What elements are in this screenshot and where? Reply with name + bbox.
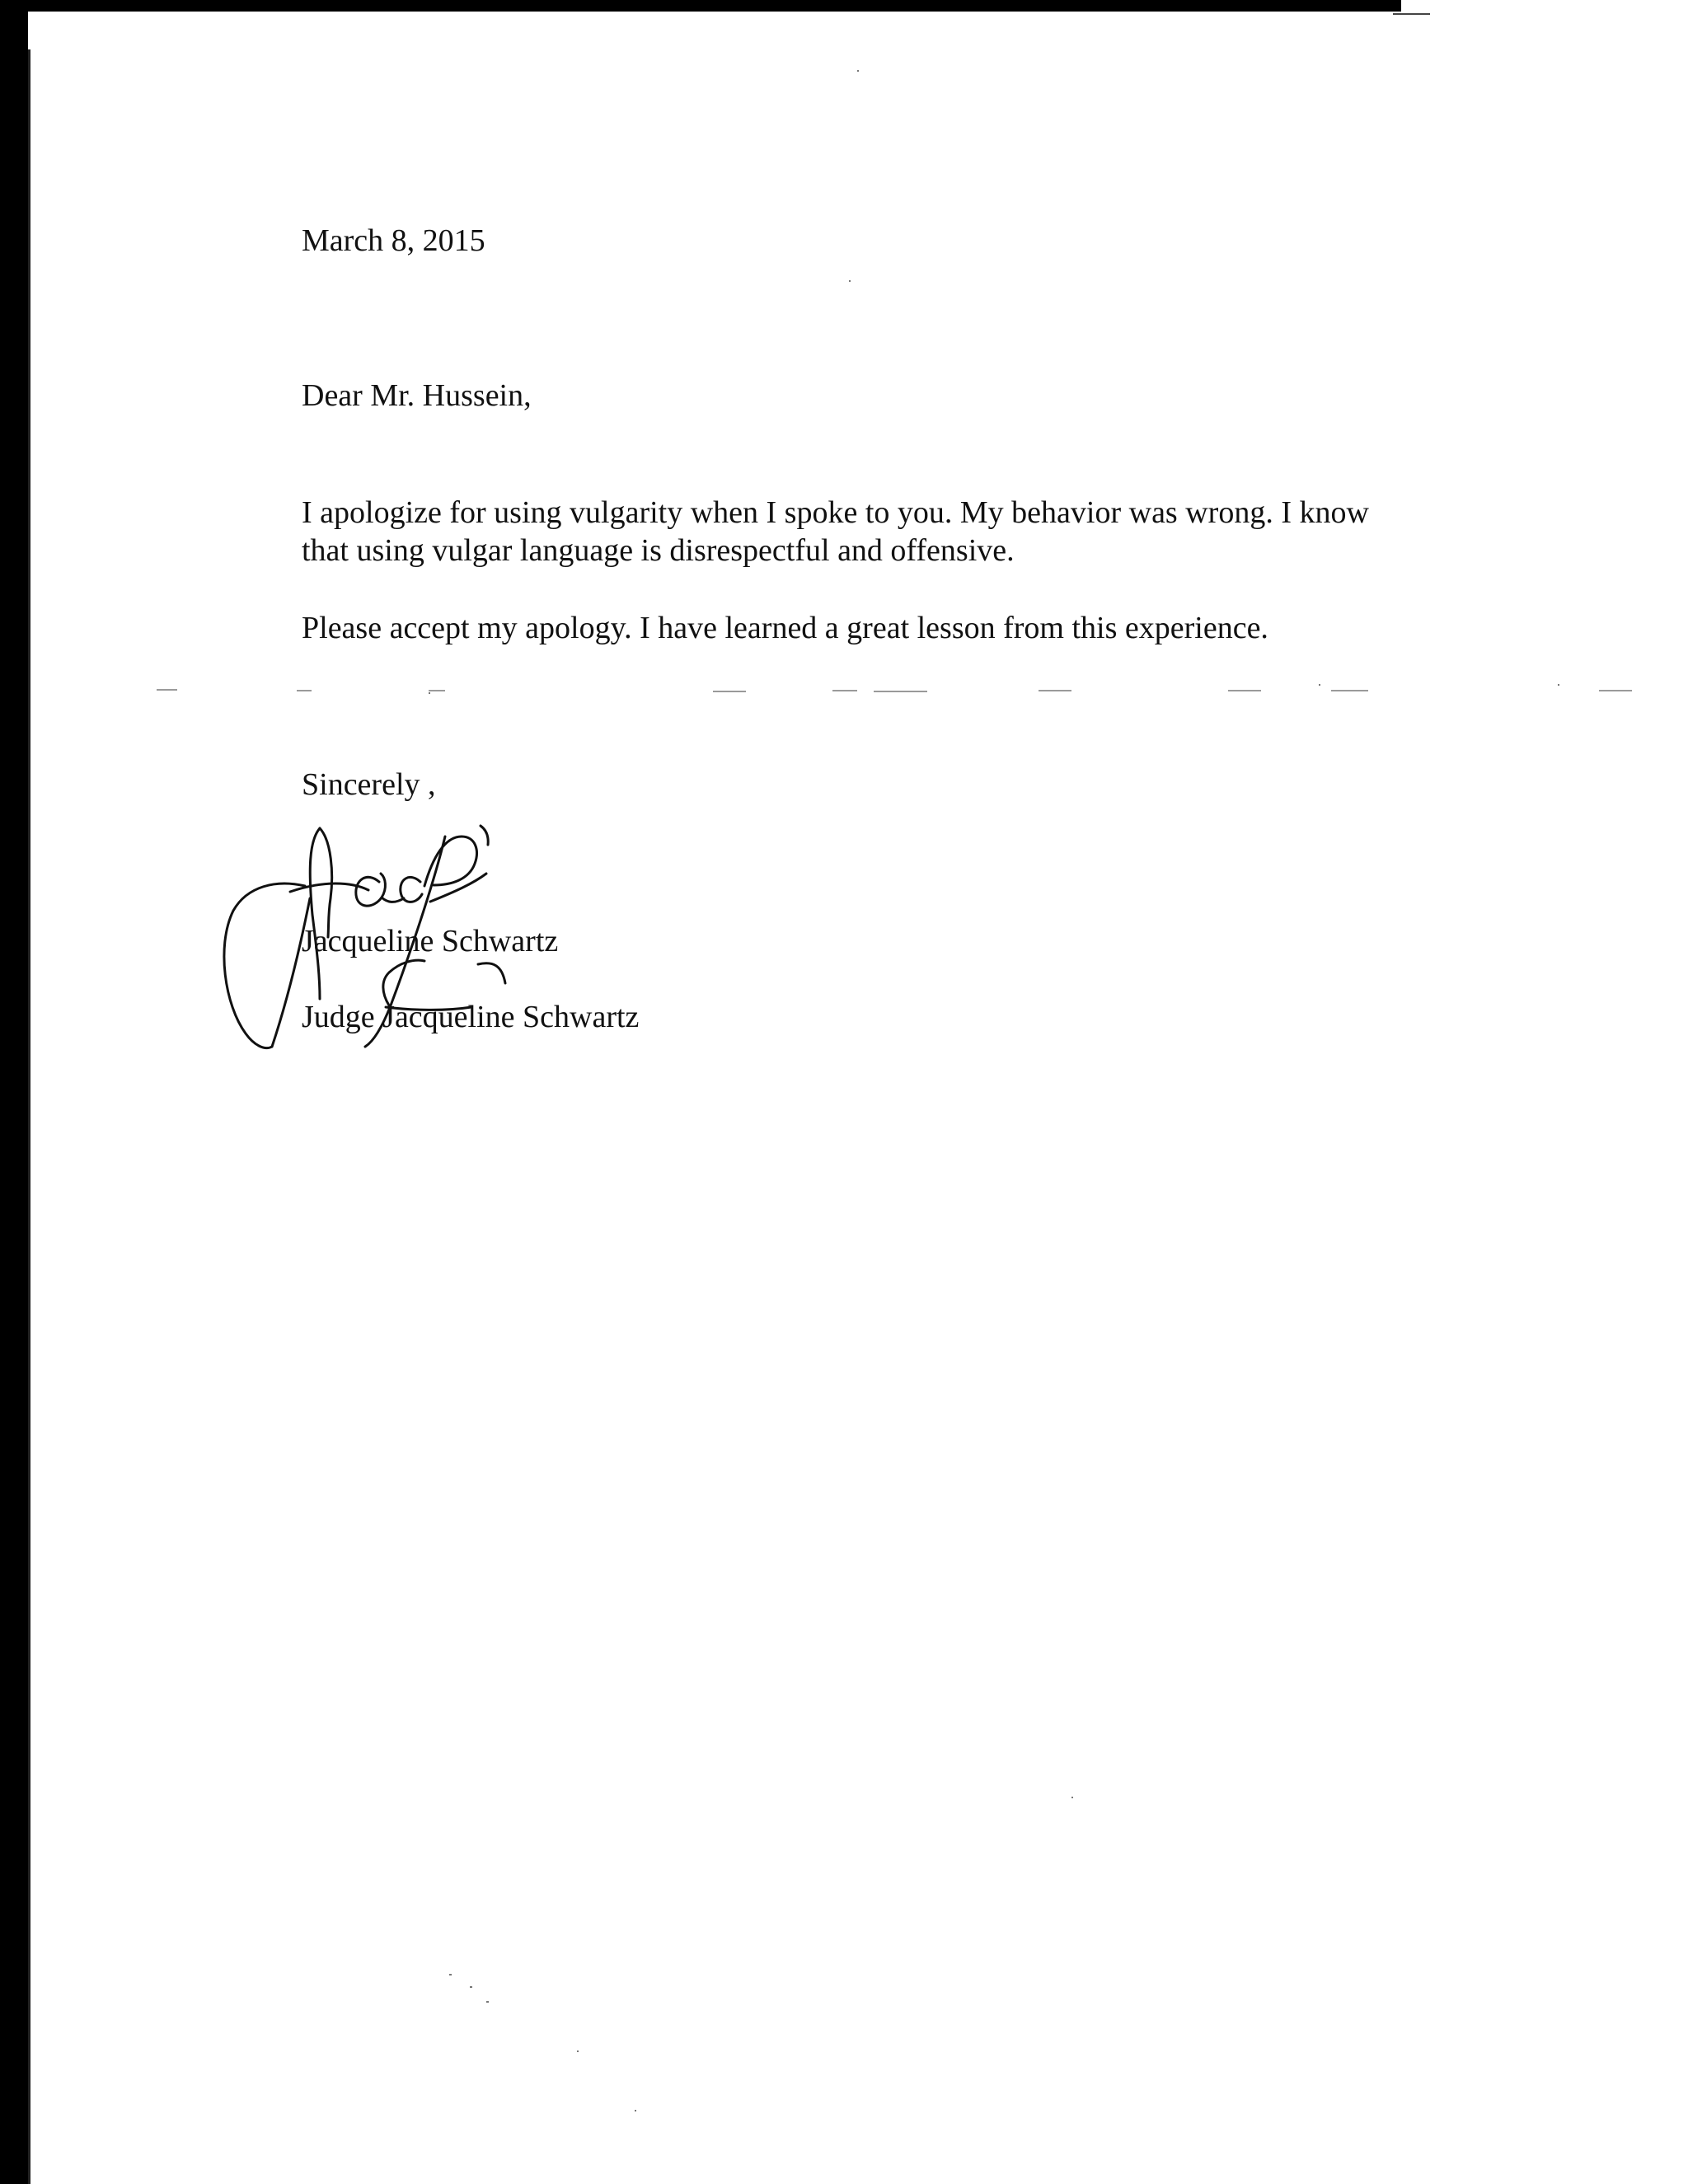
body-paragraph-2: Please accept my apology. I have learned a great lesson from this experience. <box>302 611 1268 645</box>
body-paragraph-1-line-1: I apologize for using vulgarity when I spoke to you. My behavior was wrong. I know <box>302 495 1369 530</box>
letter-date: March 8, 2015 <box>302 223 485 258</box>
body-paragraph-1-line-2: that using vulgar language is disrespectful and offensive. <box>302 533 1015 568</box>
closing: Sincerely , <box>302 767 436 802</box>
title-name: Judge Jacqueline Schwartz <box>302 1000 640 1034</box>
salutation: Dear Mr. Hussein, <box>302 378 532 413</box>
printed-name: Jacqueline Schwartz <box>302 924 559 958</box>
